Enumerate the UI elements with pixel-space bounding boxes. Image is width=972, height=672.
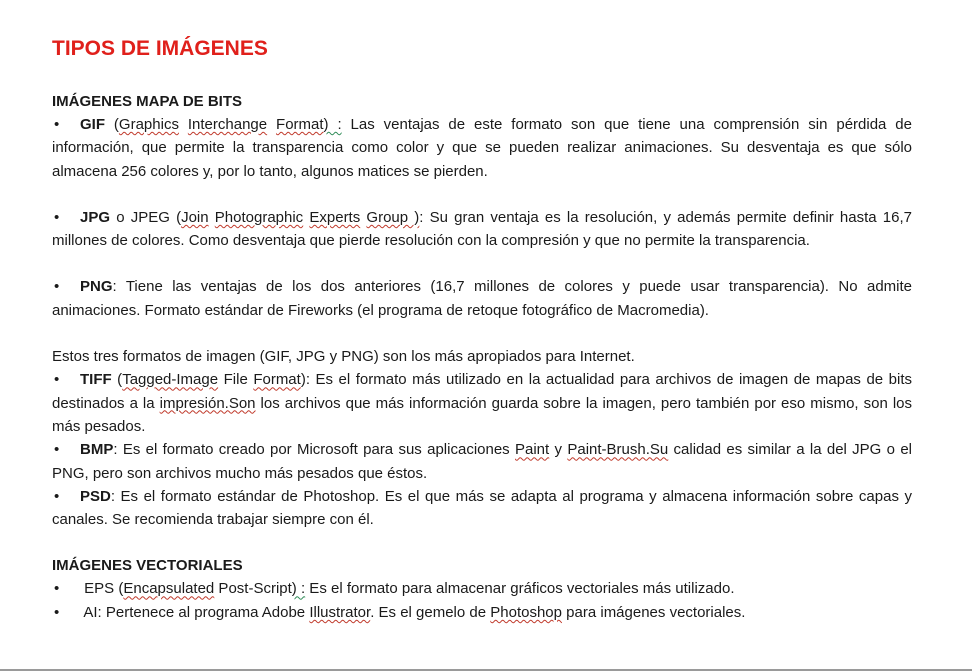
paragraph-tiff <box>52 368 912 438</box>
description-text: calidad es similar a la del JPG o el PNG, pero son archivos mucho más pesados que éstos. <box>52 441 912 482</box>
text-fragment: Post-Script <box>214 580 292 598</box>
misspelled-word: Illustrator <box>309 603 371 621</box>
misspelled-word: Tagged-Image <box>122 371 219 389</box>
paragraph-ai <box>52 601 912 624</box>
misspelled-word: Experts <box>309 208 361 226</box>
description-text: : Es el formato estándar de Photoshop. Es el que más se adapta al programa y almacena información sobre capas y canales. Se recomienda trabajar siempre con él. <box>52 487 912 529</box>
format-name-psd: PSD <box>80 487 111 505</box>
misspelled-word: Paint-Brush.Su <box>567 441 669 459</box>
text-fragment: File <box>218 371 254 389</box>
paragraph-eps <box>52 577 912 600</box>
paragraph-psd <box>52 485 912 532</box>
paragraph-png <box>52 275 912 322</box>
description-text: Las ventajas de este formato son que tiene una comprensión sin pérdida de información, que permite la transparencia como color y que se pueden realizar animaciones. Su desventaja es que sólo almacena 256 colores y, por lo tanto, algunos matices se pierden. <box>52 116 912 180</box>
bullet-icon: • <box>54 208 60 226</box>
text-fragment: ( <box>111 371 123 389</box>
misspelled-word: Format <box>253 371 301 389</box>
text-fragment: EPS ( <box>80 580 124 598</box>
format-name-gif: GIF <box>80 116 105 133</box>
format-name-bmp: BMP <box>80 441 114 459</box>
description-text: : Su gran ventaja es la resolución, y además permite definir hasta 16,7 millones de colores. Como desventaja que pierde resolución con la compresión y que no permite la transparencia. <box>52 208 913 250</box>
format-name-tiff: TIFF <box>80 371 112 389</box>
spacer <box>52 322 912 345</box>
text-fragment: ( <box>113 116 119 133</box>
document-page <box>52 36 912 624</box>
description-text: para imágenes vectoriales. <box>562 603 746 621</box>
misspelled-word: Encapsulated <box>123 580 215 598</box>
bullet-icon: • <box>54 487 60 505</box>
grammar-flagged-text: ) : <box>323 116 342 133</box>
spacer <box>52 183 912 206</box>
misspelled-word: Join <box>181 208 209 226</box>
bullet-icon: • <box>54 371 60 389</box>
misspelled-word: Interchange <box>187 116 268 133</box>
bullet-icon: • <box>54 441 60 459</box>
format-name-png: PNG <box>80 278 113 296</box>
misspelled-word: Graphics <box>118 116 179 133</box>
page-bottom-border <box>0 669 972 671</box>
description-text: : Tiene las ventajas de los dos anteriores (16,7 millones de colores y puede usar transparencia). No admite animaciones. Formato estándar de Fireworks (el programa de retoque fotográfico de Macromedia). <box>52 278 912 319</box>
text-fragment: y <box>549 441 568 459</box>
grammar-flagged-text: ) : <box>291 580 306 598</box>
text-fragment: AI: Pertenece al programa Adobe <box>80 603 310 621</box>
bullet-icon: • <box>54 580 60 598</box>
paragraph-gif <box>52 113 912 183</box>
text-fragment: o JPEG ( <box>110 208 182 226</box>
paragraph-jpg <box>52 206 912 253</box>
misspelled-word: Format <box>276 116 324 133</box>
misspelled-word: Photoshop <box>490 603 562 621</box>
misspelled-word: Group ) <box>366 208 420 226</box>
page-title: TIPOS DE IMÁGENES <box>52 37 268 60</box>
description-text: : Es el formato creado por Microsoft para sus aplicaciones <box>113 441 515 459</box>
spacer <box>52 252 912 275</box>
format-name-jpg: JPG <box>80 208 111 226</box>
bullet-icon: • <box>54 278 60 296</box>
description-text: Es el formato para almacenar gráficos vectoriales más utilizado. <box>305 580 735 598</box>
bullet-icon: • <box>54 116 60 133</box>
section-heading-bitmap: IMÁGENES MAPA DE BITS <box>52 93 243 110</box>
description-text: ): Es el formato más utilizado en la actualidad para archivos de imagen de mapas de bits destinados a la <box>52 371 912 412</box>
bullet-icon: • <box>54 603 60 621</box>
text-fragment: . Es el gemelo de <box>370 603 491 621</box>
summary-text: Estos tres formatos de imagen (GIF, JPG y PNG) son los más apropiados para Internet. <box>52 348 635 366</box>
section-heading-vector: IMÁGENES VECTORIALES <box>52 557 243 575</box>
misspelled-word: Paint <box>515 441 550 459</box>
misspelled-word: Photographic <box>214 208 304 226</box>
spacer <box>52 531 912 554</box>
misspelled-word: impresión.Son <box>159 394 256 412</box>
paragraph-bmp <box>52 438 912 485</box>
description-text: los archivos que más información guarda sobre la imagen, pero también por eso mismo, son los más pesados. <box>52 394 912 435</box>
